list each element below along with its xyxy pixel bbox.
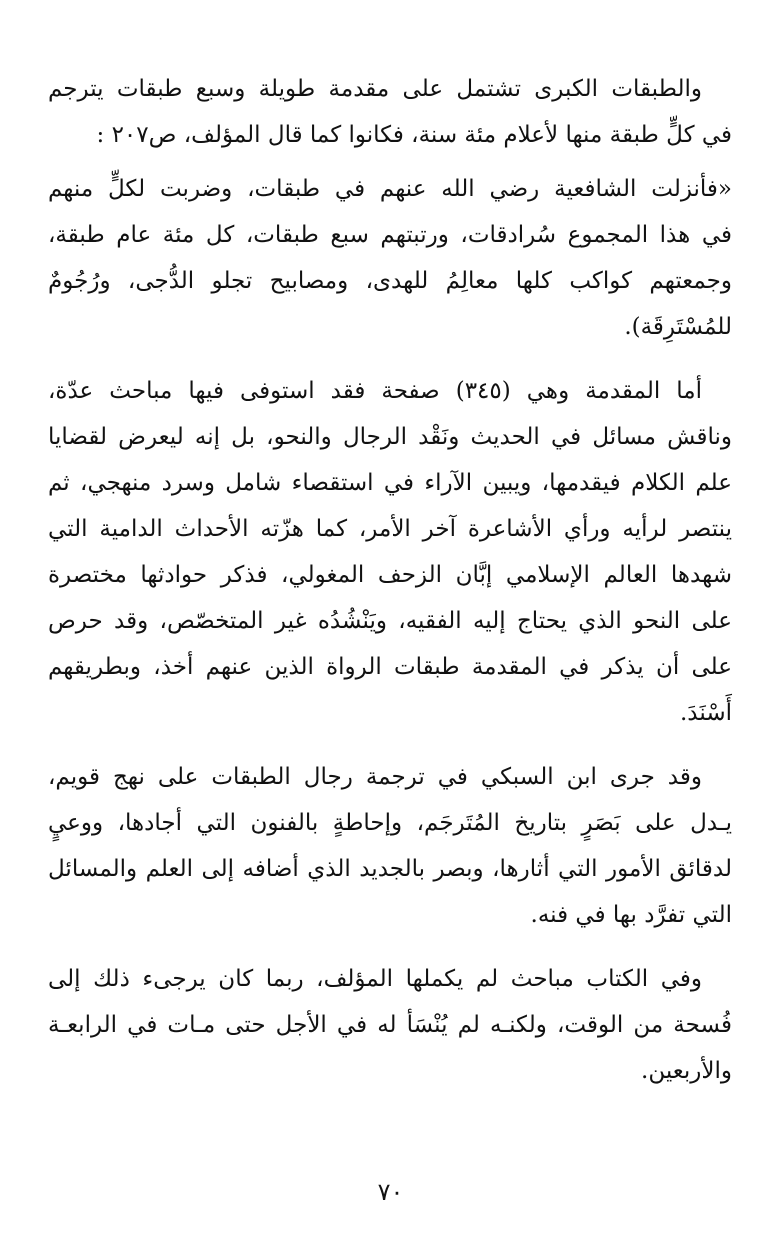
paragraph-unfinished-sections: [48, 956, 732, 1094]
text-line: على النحو الذي يحتاج إليه الفقيه، ويَنْشُدُه غير المتخصّص، وقد حرص: [48, 608, 732, 634]
text-line: ينتصر لرأيه ورأي الأشاعرة آخر الأمر، كما هزّته الأحداث الدامية التي: [48, 516, 732, 542]
text-line: للمُسْتَرِقَة).: [624, 314, 732, 340]
text-line: وقد جرى ابن السبكي في ترجمة رجال الطبقات على نهج قويم،: [48, 764, 702, 790]
page-body: [48, 66, 732, 1094]
text-line: التي تفرَّد بها في فنه.: [530, 902, 732, 928]
text-line: وجمعتهم كواكب كلها معالِمُ للهدى، ومصابيح تجلو الدُّجى، ورُجُومٌ: [48, 268, 732, 294]
paragraph-biography-method: [48, 754, 732, 938]
text-line: على أن يذكر في المقدمة طبقات الرواة الذين عنهم أخذ، وبطريقهم: [48, 654, 732, 680]
text-line: وناقش مسائل في الحديث ونَقْد الرجال والنحو، بل إنه ليعرض لقضايا: [48, 424, 732, 450]
paragraph-tabaqat-intro: [48, 66, 732, 158]
page-number: ٧٠: [377, 1178, 404, 1206]
text-line: يـدل على بَصَرٍ بتاريخ المُتَرجَم، وإحاطةٍ بالفنون التي أجادها، ووعيٍ: [48, 810, 732, 836]
text-line: شهدها العالم الإسلامي إبَّان الزحف المغولي، فذكر حوادثها مختصرة: [48, 562, 732, 588]
text-line: في كلٍّ طبقة منها لأعلام مئة سنة، فكانوا كما قال المؤلف، ص٢٠٧ :: [96, 122, 732, 148]
text-line: علم الكلام فيقدمها، ويبين الآراء في استقصاء شامل وسرد منهجي، ثم: [48, 470, 732, 496]
text-line: «فأنزلت الشافعية رضي الله عنهم في طبقات، وضربت لكلٍّ منهم: [48, 176, 732, 202]
text-line: فُسحة من الوقت، ولكنـه لم يُنْسَأ له في الأجل حتى مـات في الرابعـة: [48, 1012, 732, 1038]
text-line: والأربعين.: [641, 1058, 732, 1084]
text-line: لدقائق الأمور التي أثارها، وبصر بالجديد الذي أضافه إلى العلم والمسائل: [48, 856, 732, 882]
paragraph-introduction-description: [48, 368, 732, 736]
text-line: في هذا المجموع سُرادقات، ورتبتهم سبع طبقات، كل مئة عام طبقة،: [48, 222, 732, 248]
text-line: والطبقات الكبرى تشتمل على مقدمة طويلة وسبع طبقات يترجم: [48, 76, 702, 102]
text-line: أما المقدمة وهي (٣٤٥) صفحة فقد استوفى فيها مباحث عدّة،: [48, 378, 702, 404]
text-line: أَسْنَدَ.: [680, 700, 732, 726]
text-line: وفي الكتاب مباحث لم يكملها المؤلف، ربما كان يرجىء ذلك إلى: [48, 966, 702, 992]
paragraph-author-quote: [48, 166, 732, 350]
